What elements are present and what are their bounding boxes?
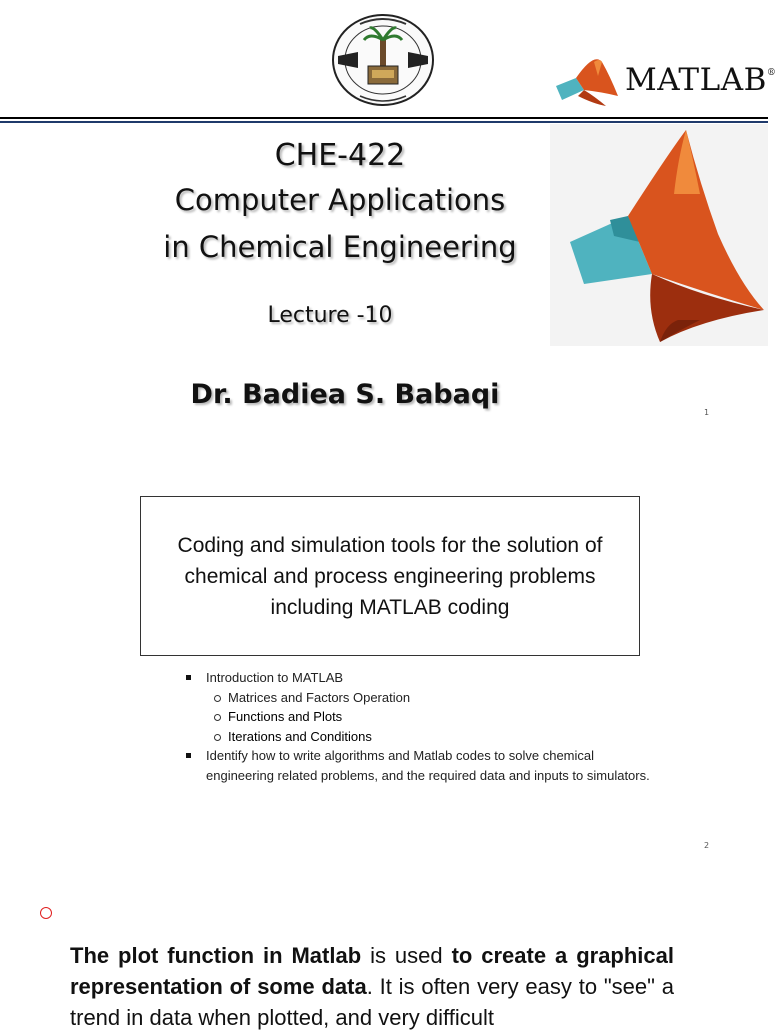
lecture-number: Lecture -10 [267, 303, 393, 328]
course-code: CHE-422 [274, 138, 406, 173]
para-text-2: . It is often very easy to "see" a trend in data when plotted, and very difficult [70, 974, 674, 1030]
matlab-wordmark-text: MATLAB [625, 62, 767, 98]
bullet-1-text: Introduction to MATLAB [206, 670, 344, 685]
para-text-1: is used [361, 943, 452, 968]
university-seal-icon [330, 12, 436, 108]
course-title-line1: Computer Applications [174, 183, 506, 217]
circle-bullet-icon [214, 714, 221, 721]
box-line-3: including MATLAB coding [270, 596, 510, 619]
square-bullet-icon [186, 675, 191, 680]
matlab-membrane-small-icon [554, 56, 620, 108]
para-bold-1: The plot function in Matlab [70, 943, 362, 968]
box-line-1: Coding and simulation tools for the solution of [177, 534, 603, 557]
header-rule-blue [0, 121, 768, 123]
subitem-1 [186, 688, 656, 708]
bullet-2-text: Identify how to write algorithms and Matlab codes to solve chemical engineering related problems, and the required data and inputs to simulators. [206, 748, 650, 783]
subitem-3 [186, 727, 656, 747]
matlab-membrane-image [550, 124, 768, 346]
bullet-item-1 [186, 668, 656, 688]
matlab-wordmark [625, 62, 776, 98]
subitem-3-text: Iterations and Conditions [228, 728, 372, 744]
box-line-2: chemical and process engineering problems [184, 565, 596, 588]
topics-list [186, 668, 656, 785]
page-number-2: 2 [704, 841, 710, 850]
circle-bullet-icon [214, 734, 221, 741]
para-bold-2: to create a graphical representation of some data [70, 943, 675, 999]
page-number-1: 1 [704, 408, 710, 417]
author-name: Dr. Badiea S. Babaqi [190, 379, 500, 410]
registered-mark: ® [766, 68, 776, 78]
subitem-1-text: Matrices and Factors Operation [228, 689, 411, 705]
header-rule-dark [0, 117, 768, 119]
circle-bullet-icon [214, 695, 221, 702]
matlab-membrane-large-icon [550, 124, 768, 346]
course-description-box [140, 496, 640, 656]
slide-1 [0, 0, 776, 440]
bullet-item-2 [186, 746, 656, 785]
course-title-line2: in Chemical Engineering [163, 230, 517, 264]
square-bullet-icon [186, 753, 191, 758]
subitem-2-text: Functions and Plots [228, 709, 343, 724]
plot-function-paragraph [70, 940, 674, 1033]
subitem-2 [186, 707, 656, 727]
red-circle-bullet-icon [40, 907, 52, 919]
